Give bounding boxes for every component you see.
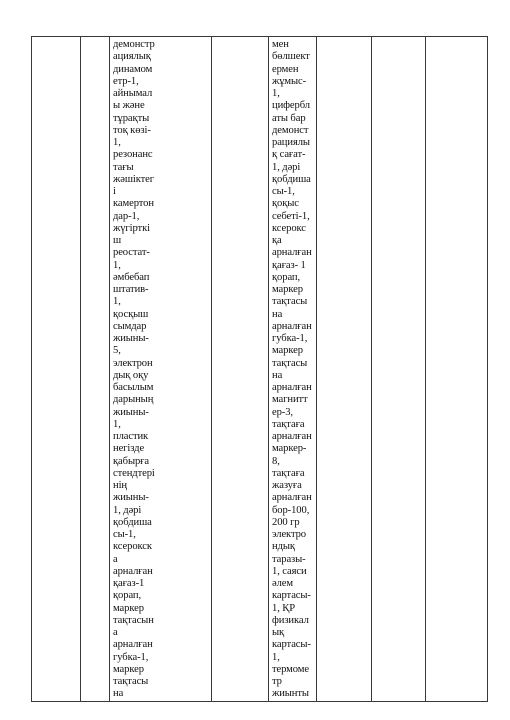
table-cell-4 bbox=[212, 37, 269, 702]
table-cell-2 bbox=[81, 37, 110, 702]
table-row bbox=[32, 37, 488, 702]
equipment-list-text-left: демонстр ациялық динамом етр-1, айнымал ы және тұрақты тоқ көзі- 1, резонанс тағы жәшіктег і камертон дар-1, жүгірткі ш реостат- 1, әмбебап штатив- 1, қосқыш сымдар жиыны- 5, электрон дық оқу басылым дарының жиыны- 1, пластик негізде қабырға стендтері нің жиыны- 1, дәрі қобдиша сы-1, ксерокск а арналған қағаз-1 қорап, маркер тақтасын а арналған губка-1, маркер тақтасы на bbox=[113, 39, 155, 700]
table-cell-5 bbox=[269, 37, 317, 702]
equipment-list-text-right: мен бөлшект ермен жұмыс- 1, цифербл аты бар демонст рациялы қ сағат- 1, дәрі қобдиша сы-1, қоқыс себеті-1, ксерокс қа арналған қағаз- 1 қорап, маркер тақтасы на арналған губка-1, маркер тақтасы на арналған магнитт ер-3, тақтаға арналған маркер- 8, тақтаға жазуға арналған бор-100, 200 гр электро ндық таразы- 1, саяси әлем картасы- 1, ҚР физикал ық картасы- 1, термоме тр жиынты bbox=[272, 39, 312, 700]
table-cell-3 bbox=[110, 37, 212, 702]
table-cell-8 bbox=[426, 37, 488, 702]
table-cell-7 bbox=[372, 37, 426, 702]
document-table bbox=[31, 36, 488, 702]
table-cell-1 bbox=[32, 37, 81, 702]
table-cell-6 bbox=[317, 37, 372, 702]
